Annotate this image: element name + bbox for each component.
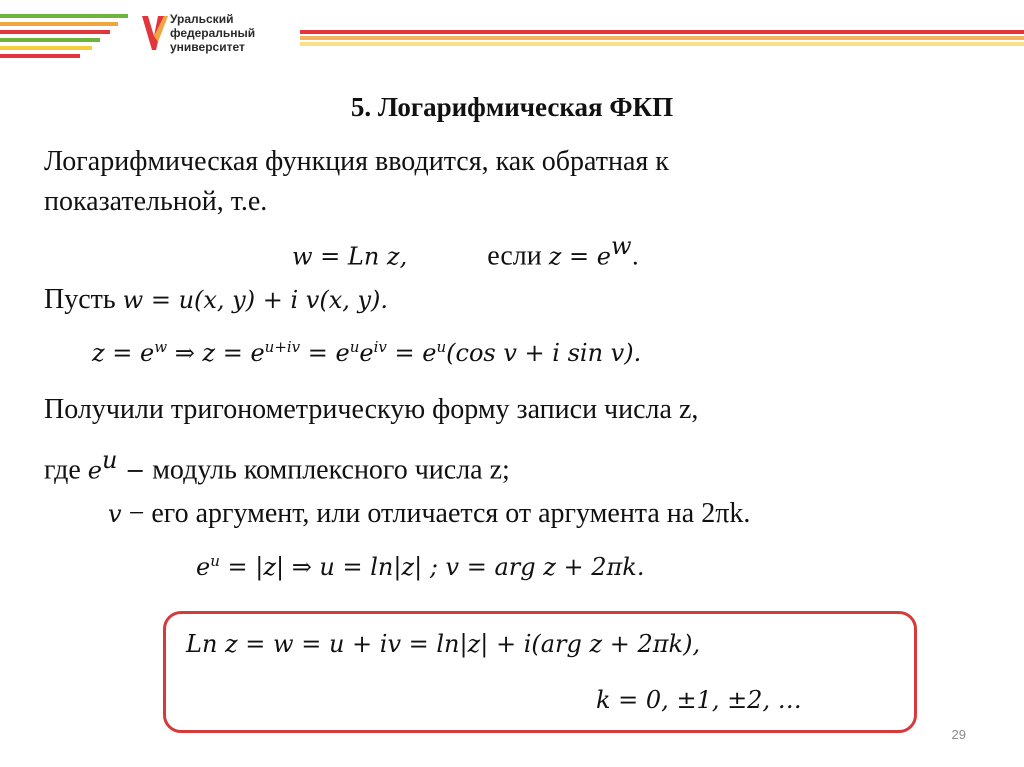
logo-line-3: университет — [170, 40, 245, 54]
chain-part-5: = e — [386, 339, 437, 367]
let-formula: w = u(x, y) + i v(x, y). — [122, 286, 389, 314]
boxed-formula-line-2: k = 0, ±1, ±2, … — [596, 686, 802, 714]
chain-sup-1: w — [154, 338, 168, 356]
chain-sup-5: u — [436, 338, 447, 356]
definition-formula-right: z = e — [548, 242, 611, 271]
chain-part-2: ⇒ z = e — [167, 339, 265, 367]
logo-line-2: федеральный — [170, 26, 256, 40]
header-stripe-right-1 — [300, 30, 1024, 34]
chain-sup-3: u — [349, 338, 360, 356]
argument-line — [108, 498, 750, 530]
argument-math: v — [108, 500, 122, 528]
header-stripe-left-3 — [0, 30, 110, 34]
header-stripe-left-6 — [0, 54, 80, 58]
boxed-formula-line-1: Ln z = w = u + iv = ln|z| + i(arg z + 2πk), — [186, 630, 701, 658]
slide-title: 5. Логарифмическая ФКП — [350, 92, 674, 122]
relation-part-b: = |z| ⇒ u = ln|z| ; v = arg z + 2πk. — [219, 553, 645, 581]
header-stripe-left-1 — [0, 14, 128, 18]
let-line — [44, 284, 388, 316]
relation-formula — [196, 552, 644, 581]
header-stripe-left-5 — [0, 46, 92, 50]
modulus-math: e — [87, 456, 102, 485]
let-word: Пусть — [44, 284, 116, 315]
page-number: 29 — [951, 727, 966, 742]
definition-formula-left: w = Ln z, — [292, 242, 408, 271]
header-stripe-left-4 — [0, 38, 100, 42]
modulus-line — [44, 446, 510, 486]
exponential-chain-formula — [92, 338, 641, 367]
intro-line-1: Логарифмическая функция вводится, как обратная к — [44, 146, 669, 177]
chain-sup-2: u+iv — [264, 338, 301, 356]
modulus-text: модуль комплексного числа z; — [152, 454, 510, 486]
header-stripe-right-3 — [300, 42, 1024, 46]
where-word: где — [44, 454, 81, 486]
logo-line-1: Уральский — [170, 12, 234, 26]
university-logo-text — [170, 12, 255, 54]
definition-if-word: если — [487, 240, 542, 272]
intro-line-2: показательной, т.е. — [44, 186, 268, 217]
argument-text: − его аргумент, или отличается от аргумента на 2πk. — [128, 498, 751, 529]
definition-formula: w = Ln z, если $z = e^w$. — [292, 232, 640, 272]
header-stripe-left-2 — [0, 22, 118, 26]
chain-part-4: e — [359, 339, 374, 367]
definition-formula-exponent: w — [610, 232, 632, 260]
header-stripe-right-2 — [300, 36, 1024, 40]
chain-sup-4: iv — [373, 338, 387, 356]
chain-part-1: z = e — [92, 339, 155, 367]
modulus-dash: − — [117, 456, 146, 485]
relation-sup: u — [210, 552, 220, 570]
modulus-exponent: u — [101, 446, 118, 474]
trig-form-line: Получили тригонометрическую форму записи числа z, — [44, 394, 699, 425]
chain-part-3: = e — [300, 339, 350, 367]
slide-header — [0, 0, 1024, 70]
relation-part-a: e — [196, 553, 211, 581]
chain-part-6: (cos v + i sin v). — [446, 339, 642, 367]
